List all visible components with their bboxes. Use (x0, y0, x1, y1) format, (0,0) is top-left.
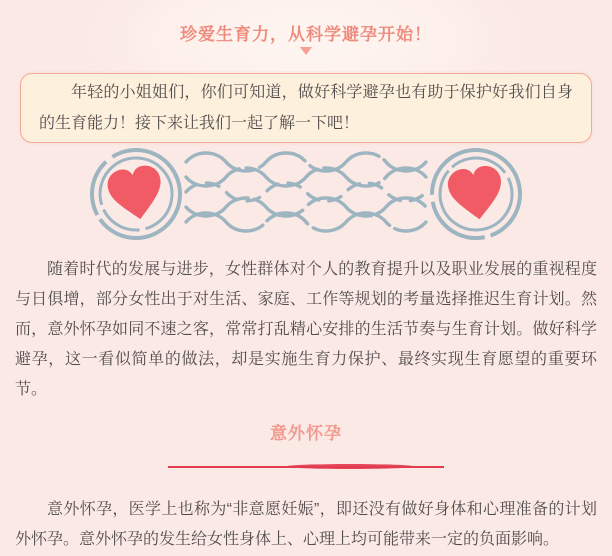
rule-bulge (286, 464, 414, 469)
intro-text: 年轻的小姐姐们，你们可知道，做好科学避孕也有助于保护好我们自身的生育能力！接下来让我们一起了解一下吧！ (39, 84, 573, 132)
triangle-down-icon (300, 47, 312, 55)
paragraph-intro-context: 随着时代的发展与进步，女性群体对个人的教育提升以及职业发展的重视程度与日俱增，部分女性出于对生活、家庭、工作等规划的考量选择推迟生育计划。然而，意外怀孕如同不速之客，常常打乱精心安排的生活节奏与生育计划。做好科学避孕，这一看似简单的做法，却是实施生育力保护、最终实现生育愿望的重要环节。 (15, 261, 597, 398)
intro-callout-box (20, 73, 592, 143)
heart-stamp-right-icon (418, 146, 526, 246)
paragraph-unintended-pregnancy: 意外怀孕，医学上也称为“非意愿妊娠”，即还没有做好身体和心理准备的计划外怀孕。意外怀孕的发生给女性身体上、心理上均可能带来一定的负面影响。 (15, 501, 597, 548)
page-title: 珍爱生育力，从科学避孕开始！ (180, 25, 432, 44)
section-underline-rule (168, 464, 444, 469)
wave-cancellation-lines-icon (186, 153, 426, 231)
heart-stamp-divider (86, 146, 526, 246)
heart-stamp-left-icon (86, 146, 194, 246)
section-heading-unintended-pregnancy: 意外怀孕 (270, 424, 342, 443)
